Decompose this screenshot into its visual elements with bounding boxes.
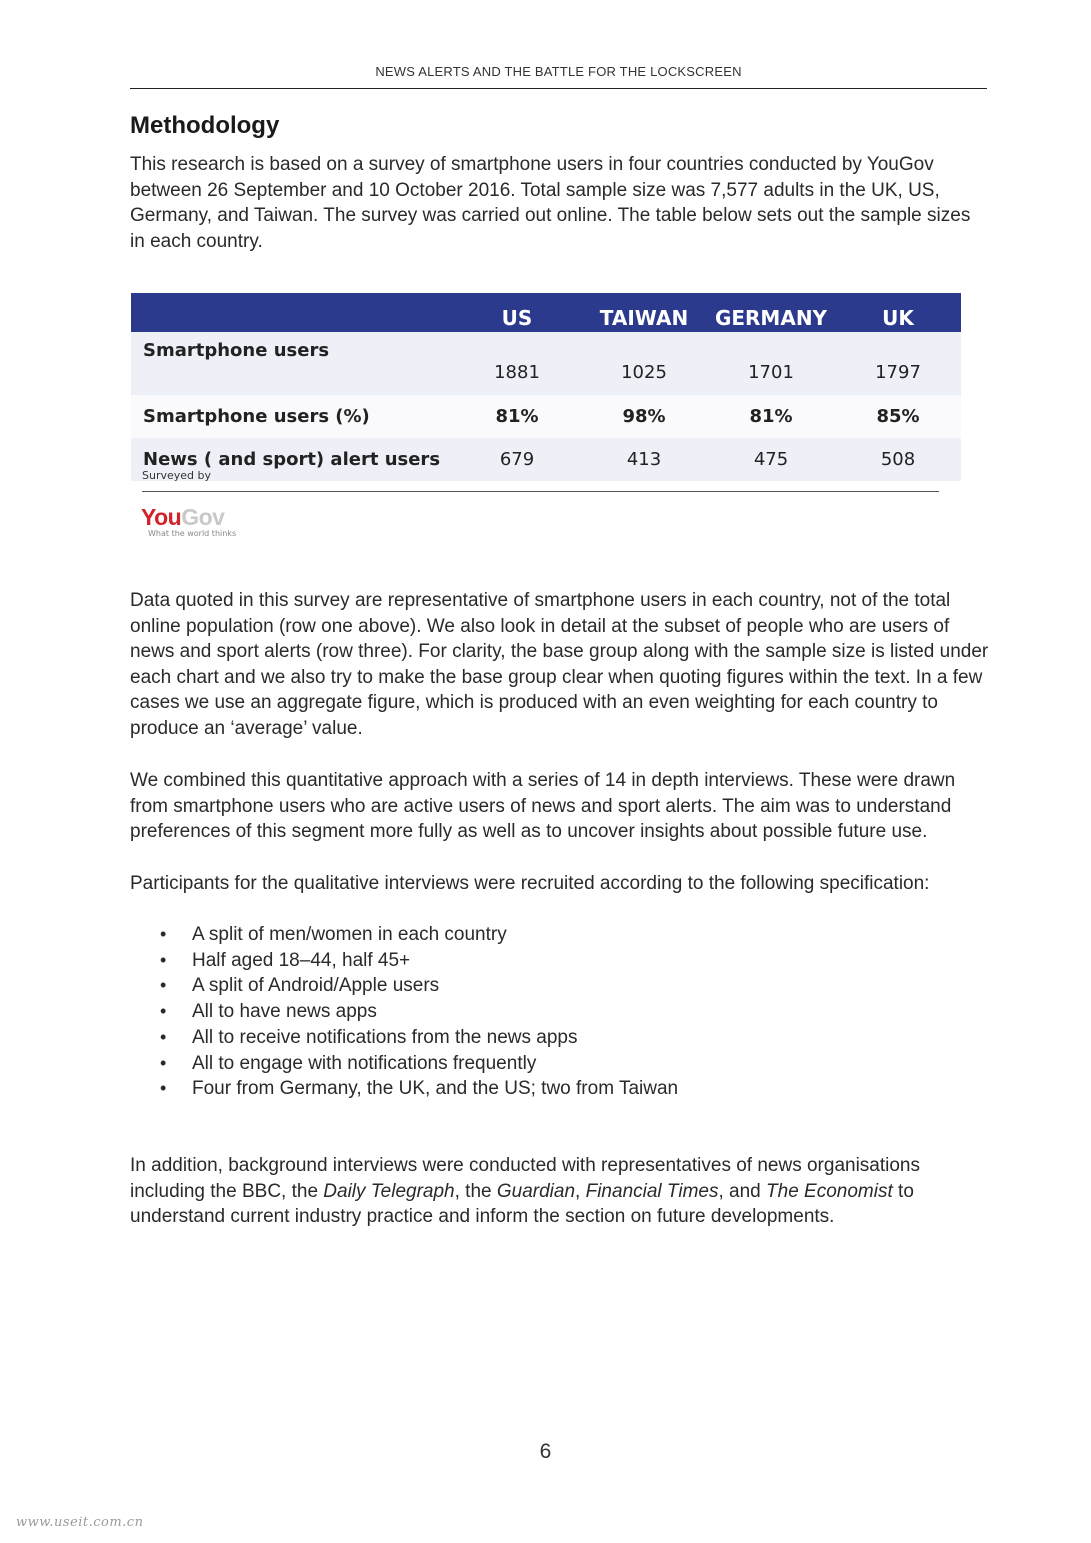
- bullet-icon: •: [160, 1001, 167, 1022]
- bullet-icon: •: [160, 949, 167, 970]
- header-rule: [130, 88, 987, 89]
- table-header-corner: [131, 293, 453, 332]
- table-cell: 1881: [453, 332, 581, 395]
- list-item-text: A split of Android/Apple users: [192, 975, 440, 997]
- table-cell: 413: [581, 438, 707, 481]
- logo-gov: Gov: [181, 504, 225, 530]
- list-item-text: A split of men/women in each country: [192, 924, 507, 945]
- table-cell: 475: [707, 438, 835, 481]
- publication-name: Guardian: [496, 1180, 576, 1202]
- table-cell: 81%: [707, 395, 835, 438]
- column-header-taiwan: TAIWAN: [581, 293, 707, 332]
- list-item-text: Four from Germany, the UK, and the US; two from Taiwan: [192, 1078, 679, 1100]
- table-cell: 81%: [453, 395, 581, 438]
- table-row: [131, 438, 961, 481]
- list-item: [160, 999, 678, 1025]
- list-item: [160, 973, 678, 999]
- surveyed-rule: [142, 491, 939, 492]
- list-item-text: All to engage with notifications frequently: [192, 1052, 537, 1074]
- logo-you: You: [141, 504, 182, 530]
- section-title: Methodology: [130, 112, 280, 139]
- running-header: NEWS ALERTS AND THE BATTLE FOR THE LOCKSCREEN: [375, 64, 742, 79]
- list-item: [160, 948, 678, 974]
- list-item: [160, 1076, 678, 1102]
- qualitative-paragraph: We combined this quantitative approach with a series of 14 in depth interviews. These were drawn from smartphone users who are active users of news and sport alerts. The aim was to understand preferences of this segment more fully as well as to uncover insights about possible future use.: [130, 770, 956, 843]
- bullet-icon: •: [160, 1078, 167, 1099]
- page-number: 6: [539, 1440, 552, 1463]
- table-cell: 1701: [707, 332, 835, 395]
- bullet-icon: •: [160, 924, 167, 944]
- list-item: [160, 922, 678, 948]
- text-run: , and: [718, 1180, 767, 1202]
- table-cell: 679: [453, 438, 581, 481]
- participant-criteria-list: [160, 922, 678, 1102]
- row-label: Smartphone users: [131, 332, 453, 395]
- background-paragraph: [130, 1153, 960, 1230]
- text-run: ,: [575, 1180, 586, 1202]
- list-item-text: All to receive notifications from the news apps: [192, 1026, 578, 1048]
- table-cell: 85%: [835, 395, 961, 438]
- text-run: In addition, background interviews were conducted with representatives of news organisations including the BBC, the: [130, 1155, 921, 1202]
- specification-paragraph: Participants for the qualitative interviews were recruited according to the following specification:: [130, 873, 930, 894]
- column-header-uk: UK: [835, 293, 961, 332]
- table-row: [131, 332, 961, 395]
- table-cell: 98%: [581, 395, 707, 438]
- column-header-germany: GERMANY: [707, 293, 835, 332]
- data-paragraph: Data quoted in this survey are representative of smartphone users in each country, not of the total online population (row one above). We also look in detail at the subset of people who are users of news and sport alerts (row three). For clarity, the base group along with the sample size is listed under each chart and we also try to make the base group clear when quoting figures within the text. In a few cases we use an aggregate figure, which is produced with an even weighting for each country to produce an ‘average’ value.: [130, 590, 989, 739]
- publication-name: Daily Telegraph: [323, 1180, 455, 1202]
- list-item-text: All to have news apps: [192, 1001, 377, 1023]
- text-run: , the: [454, 1180, 497, 1202]
- publication-name: The Economist: [766, 1180, 893, 1202]
- list-item-text: Half aged 18–44, half 45+: [192, 949, 411, 971]
- list-item: [160, 1025, 678, 1051]
- bullet-icon: •: [160, 975, 167, 996]
- yougov-logo: [141, 505, 261, 541]
- row-label: Smartphone users (%): [131, 395, 453, 438]
- bullet-icon: •: [160, 1052, 167, 1073]
- column-header-us: US: [453, 293, 581, 332]
- table-cell: 508: [835, 438, 961, 481]
- publication-name: Financial Times: [585, 1180, 719, 1202]
- logo-tagline: What the world thinks: [148, 529, 237, 538]
- table-header-row: [131, 293, 961, 332]
- table-cell: 1025: [581, 332, 707, 395]
- watermark: www.useit.com.cn: [16, 1515, 144, 1530]
- table-cell: 1797: [835, 332, 961, 395]
- surveyed-by-label: Surveyed by: [142, 469, 212, 482]
- sample-size-table: [131, 293, 961, 481]
- intro-paragraph: This research is based on a survey of smartphone users in four countries conducted by YouGov between 26 September and 10 October 2016. Total sample size was 7,577 adults in the UK, US, Germany, and Taiwan. The survey was carried out online. The table below sets out the sample sizes in each country.: [130, 154, 971, 252]
- bullet-icon: •: [160, 1026, 167, 1047]
- text-run: to understand current industry practice and inform the section on future developments.: [130, 1180, 914, 1228]
- table-row: [131, 395, 961, 438]
- list-item: [160, 1051, 678, 1077]
- row-label: News ( and sport) alert users: [131, 438, 453, 481]
- logo-wordmark: [141, 505, 261, 529]
